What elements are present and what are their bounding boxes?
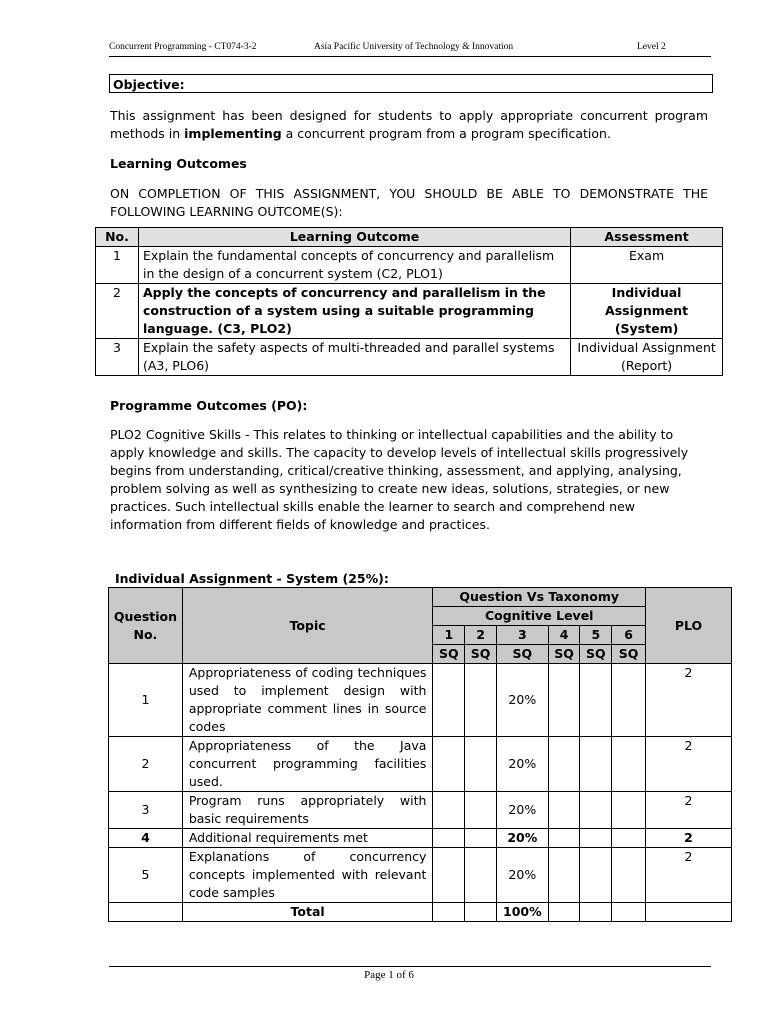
- col-assessment: Assessment: [571, 228, 723, 247]
- level-3: 3: [497, 626, 549, 645]
- level-1: 1: [433, 626, 465, 645]
- learning-outcomes-table: [95, 227, 723, 376]
- level-2: 2: [465, 626, 497, 645]
- col-question-no: Question No.: [109, 588, 183, 664]
- sq-1: SQ: [433, 645, 465, 664]
- table-row: 4 Additional requirements met 20% 2: [109, 829, 732, 848]
- sq-6: SQ: [612, 645, 646, 664]
- sq-2: SQ: [465, 645, 497, 664]
- header-course: Concurrent Programming - CT074-3-2: [109, 42, 257, 52]
- col-learning-outcome: Learning Outcome: [138, 228, 570, 247]
- objective-bold-word: implementing: [184, 126, 282, 141]
- table-row: 3 Program runs appropriately with basic requirements 20% 2: [109, 792, 732, 829]
- footer-divider: [109, 966, 711, 967]
- header-level: Level 2: [637, 42, 666, 52]
- col-cognitive-level: Cognitive Level: [433, 607, 646, 626]
- col-topic: Topic: [182, 588, 433, 664]
- objective-text: This assignment has been designed for students to apply appropriate concurrent program methods in implementing a concurrent program from a program specification.: [110, 108, 708, 141]
- col-no: No.: [96, 228, 139, 247]
- page-header: [109, 42, 711, 56]
- col-plo: PLO: [646, 588, 732, 664]
- total-value: 100%: [497, 903, 549, 922]
- sq-3: SQ: [497, 645, 549, 664]
- sq-4: SQ: [548, 645, 580, 664]
- programme-outcomes-text: PLO2 Cognitive Skills - This relates to thinking or intellectual capabilities and the ability to apply knowledge and skills. The capacity to develop levels of intellectual skills progressively begins from understanding, critical/creative thinking, assessment, and applying, analysing, problem solving as well as synthesizing to create new ideas, solutions, strategies, or new practices. Such intellectual skills enable the learner to search and comprehend new information from different fields of knowledge and practices.: [110, 427, 689, 532]
- total-label: Total: [182, 903, 433, 922]
- total-row: [109, 903, 732, 922]
- objective-heading: Objective:: [109, 74, 713, 93]
- table-row: 1 Explain the fundamental concepts of concurrency and parallelism in the design of a concurrent system (C2, PLO1) Exam: [96, 247, 723, 284]
- table-row: 1 Appropriateness of coding techniques used to implement design with appropriate comment lines in source codes 20% 2: [109, 664, 732, 737]
- level-4: 4: [548, 626, 580, 645]
- header-divider: [109, 56, 711, 57]
- col-taxonomy: Question Vs Taxonomy: [433, 588, 646, 607]
- sq-5: SQ: [580, 645, 612, 664]
- programme-outcomes-heading: Programme Outcomes (PO):: [110, 398, 308, 413]
- assignment-heading: Individual Assignment - System (25%):: [115, 571, 389, 586]
- table-row: 5 Explanations of concurrency concepts implemented with relevant code samples 20% 2: [109, 848, 732, 903]
- table-header-row: [96, 228, 723, 247]
- page-number: Page 1 of 6: [364, 969, 414, 981]
- level-6: 6: [612, 626, 646, 645]
- table-row: 3 Explain the safety aspects of multi-threaded and parallel systems (A3, PLO6) Individual Assignment (Report): [96, 339, 723, 376]
- learning-outcomes-heading: Learning Outcomes: [110, 156, 247, 171]
- learning-outcomes-intro: ON COMPLETION OF THIS ASSIGNMENT, YOU SHOULD BE ABLE TO DEMONSTRATE THE FOLLOWING LEARNING OUTCOME(S):: [110, 186, 708, 219]
- table-row: 2 Appropriateness of the Java concurrent programming facilities used. 20% 2: [109, 737, 732, 792]
- assignment-table: [108, 587, 732, 922]
- table-row: 2 Apply the concepts of concurrency and parallelism in the construction of a system using a suitable programming language. (C3, PLO2) Individual Assignment (System): [96, 284, 723, 339]
- header-university: Asia Pacific University of Technology & Innovation: [314, 42, 514, 52]
- level-5: 5: [580, 626, 612, 645]
